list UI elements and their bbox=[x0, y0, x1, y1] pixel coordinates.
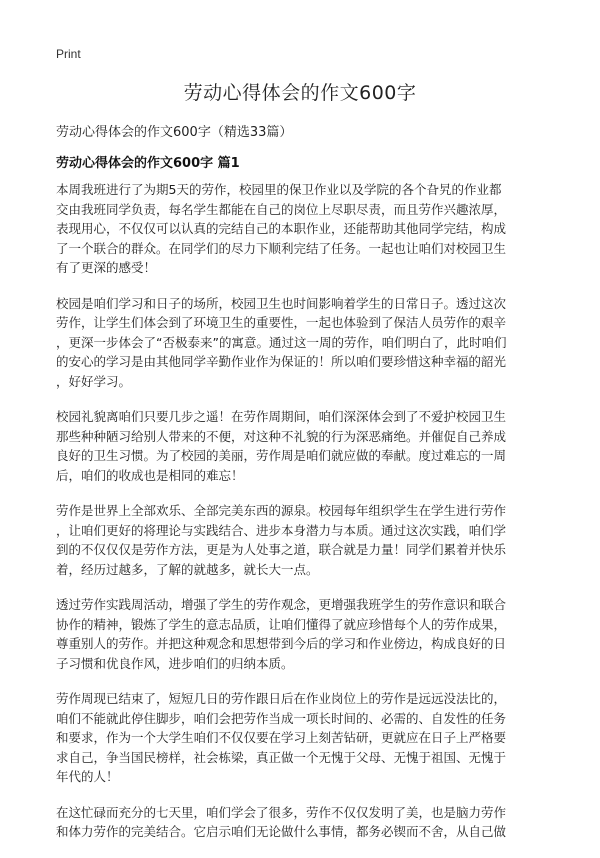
text-line: 子习惯和优良作风，进步咱们的归纳本质。 bbox=[56, 655, 294, 671]
paragraph bbox=[56, 803, 544, 842]
text-line: 年代的人！ bbox=[56, 769, 119, 784]
text-line: 的安心的学习是由其他同学辛勤作业作为保证的！所以咱们要珍惜这种幸福的韶光 bbox=[56, 354, 507, 369]
text-line: 劳作周现已结束了，短短几日的劳作跟日后在作业岗位上的劳作是远远没法比的， bbox=[56, 691, 507, 706]
text-line: ，好好学习。 bbox=[56, 373, 132, 389]
text-line: ，更深一步体会了“否极泰来”的寓意。通过这一周的劳作，咱们明白了，此时咱们 bbox=[56, 334, 507, 350]
paragraph bbox=[56, 595, 544, 673]
paragraph bbox=[56, 689, 544, 787]
text-line: 咱们不能就此停住脚步，咱们会把劳作当成一项长时间的、必需的、自发性的任务 bbox=[56, 710, 507, 726]
text-line: 了一个联合的群众。在同学们的尽力下顺利完结了任务。一起也让咱们对校园卫生 bbox=[56, 240, 507, 256]
text-line: 有了更深的感受！ bbox=[56, 260, 157, 275]
article-title: 劳动心得体会的作文600字 bbox=[183, 82, 417, 104]
article-subtitle: 劳动心得体会的作文600字（精选33篇） bbox=[56, 125, 293, 140]
text-line: 表现用心，不仅仅可以认真的完结自己的本职作业，还能帮助其他同学完结，构成 bbox=[56, 221, 507, 236]
article-body bbox=[56, 180, 544, 858]
text-line: 求自己，争当国民榜样，社会栋梁，真正做一个无愧于父母、无愧于祖国、无愧于 bbox=[56, 749, 507, 765]
text-line: 校园是咱们学习和日子的场所，校园卫生也时间影响着学生的日常日子。透过这次 bbox=[56, 295, 507, 311]
text-line: 着，经历过越多，了解的就越多，就长大一点。 bbox=[56, 561, 319, 577]
text-line: 校园礼貌离咱们只要几步之遥！在劳作周期间，咱们深深体会到了不爱护校园卫生 bbox=[56, 409, 507, 424]
text-line: 本周我班进行了为期5天的劳作，校园里的保卫作业以及学院的各个旮旯的作业都 bbox=[56, 182, 502, 197]
text-line: 劳作是世界上全部欢乐、全部完美东西的源泉。校园每年组织学生在学生进行劳作 bbox=[56, 503, 507, 518]
paragraph bbox=[56, 501, 544, 579]
print-link[interactable]: Print bbox=[56, 47, 81, 61]
text-line: 在这忙碌而充分的七天里，咱们学会了很多，劳作不仅仅发明了美，也是脑力劳作 bbox=[56, 804, 507, 820]
text-line: 到的不仅仅仅是劳作方法，更是为人处事之道，联合就是力量！同学们累着并快乐 bbox=[56, 542, 507, 557]
text-line: ，让咱们更好的将理论与实践结合、进步本身潜力与本质。通过这次实践，咱们学 bbox=[56, 522, 507, 538]
text-line: 协作的精神，锻炼了学生的意志品质，让咱们懂得了就应珍惜每个人的劳作成果， bbox=[56, 616, 507, 632]
text-line: 和体力劳作的完美结合。它启示咱们无论做什么事情，都务必锲而不舍，从自己做 bbox=[56, 824, 507, 839]
section-heading: 劳动心得体会的作文600字 篇1 bbox=[56, 156, 240, 171]
paragraph bbox=[56, 407, 544, 485]
text-line: 良好的卫生习惯。为了校园的美丽，劳作周是咱们就应做的奉献。度过难忘的一周 bbox=[56, 448, 507, 463]
text-line: 透过劳作实践周活动，增强了学生的劳作观念，更增强我班学生的劳作意识和联合 bbox=[56, 597, 507, 612]
paragraph bbox=[56, 294, 544, 392]
text-line: 那些种种陋习给别人带来的不便，对这种不礼貌的行为深恶痛绝。并催促自己养成 bbox=[56, 428, 507, 444]
text-line: 劳作，让学生们体会到了环境卫生的重要性，一起也体验到了保洁人员劳作的艰辛 bbox=[56, 315, 507, 330]
text-line: 尊重别人的劳作。并把这种观念和思想带到今后的学习和作业傍边，构成良好的日 bbox=[56, 636, 507, 651]
text-line: 后，咱们的收成也是相同的难忘！ bbox=[56, 467, 244, 483]
paragraph bbox=[56, 180, 544, 278]
text-line: 和要求，作为一个大学生咱们不仅仅要在学习上刻苦钻研，更就应在日子上严格要 bbox=[56, 730, 507, 745]
text-line: 交由我班同学负责，每名学生都能在自己的岗位上尽职尽责，而且劳作兴趣浓厚， bbox=[56, 201, 507, 217]
